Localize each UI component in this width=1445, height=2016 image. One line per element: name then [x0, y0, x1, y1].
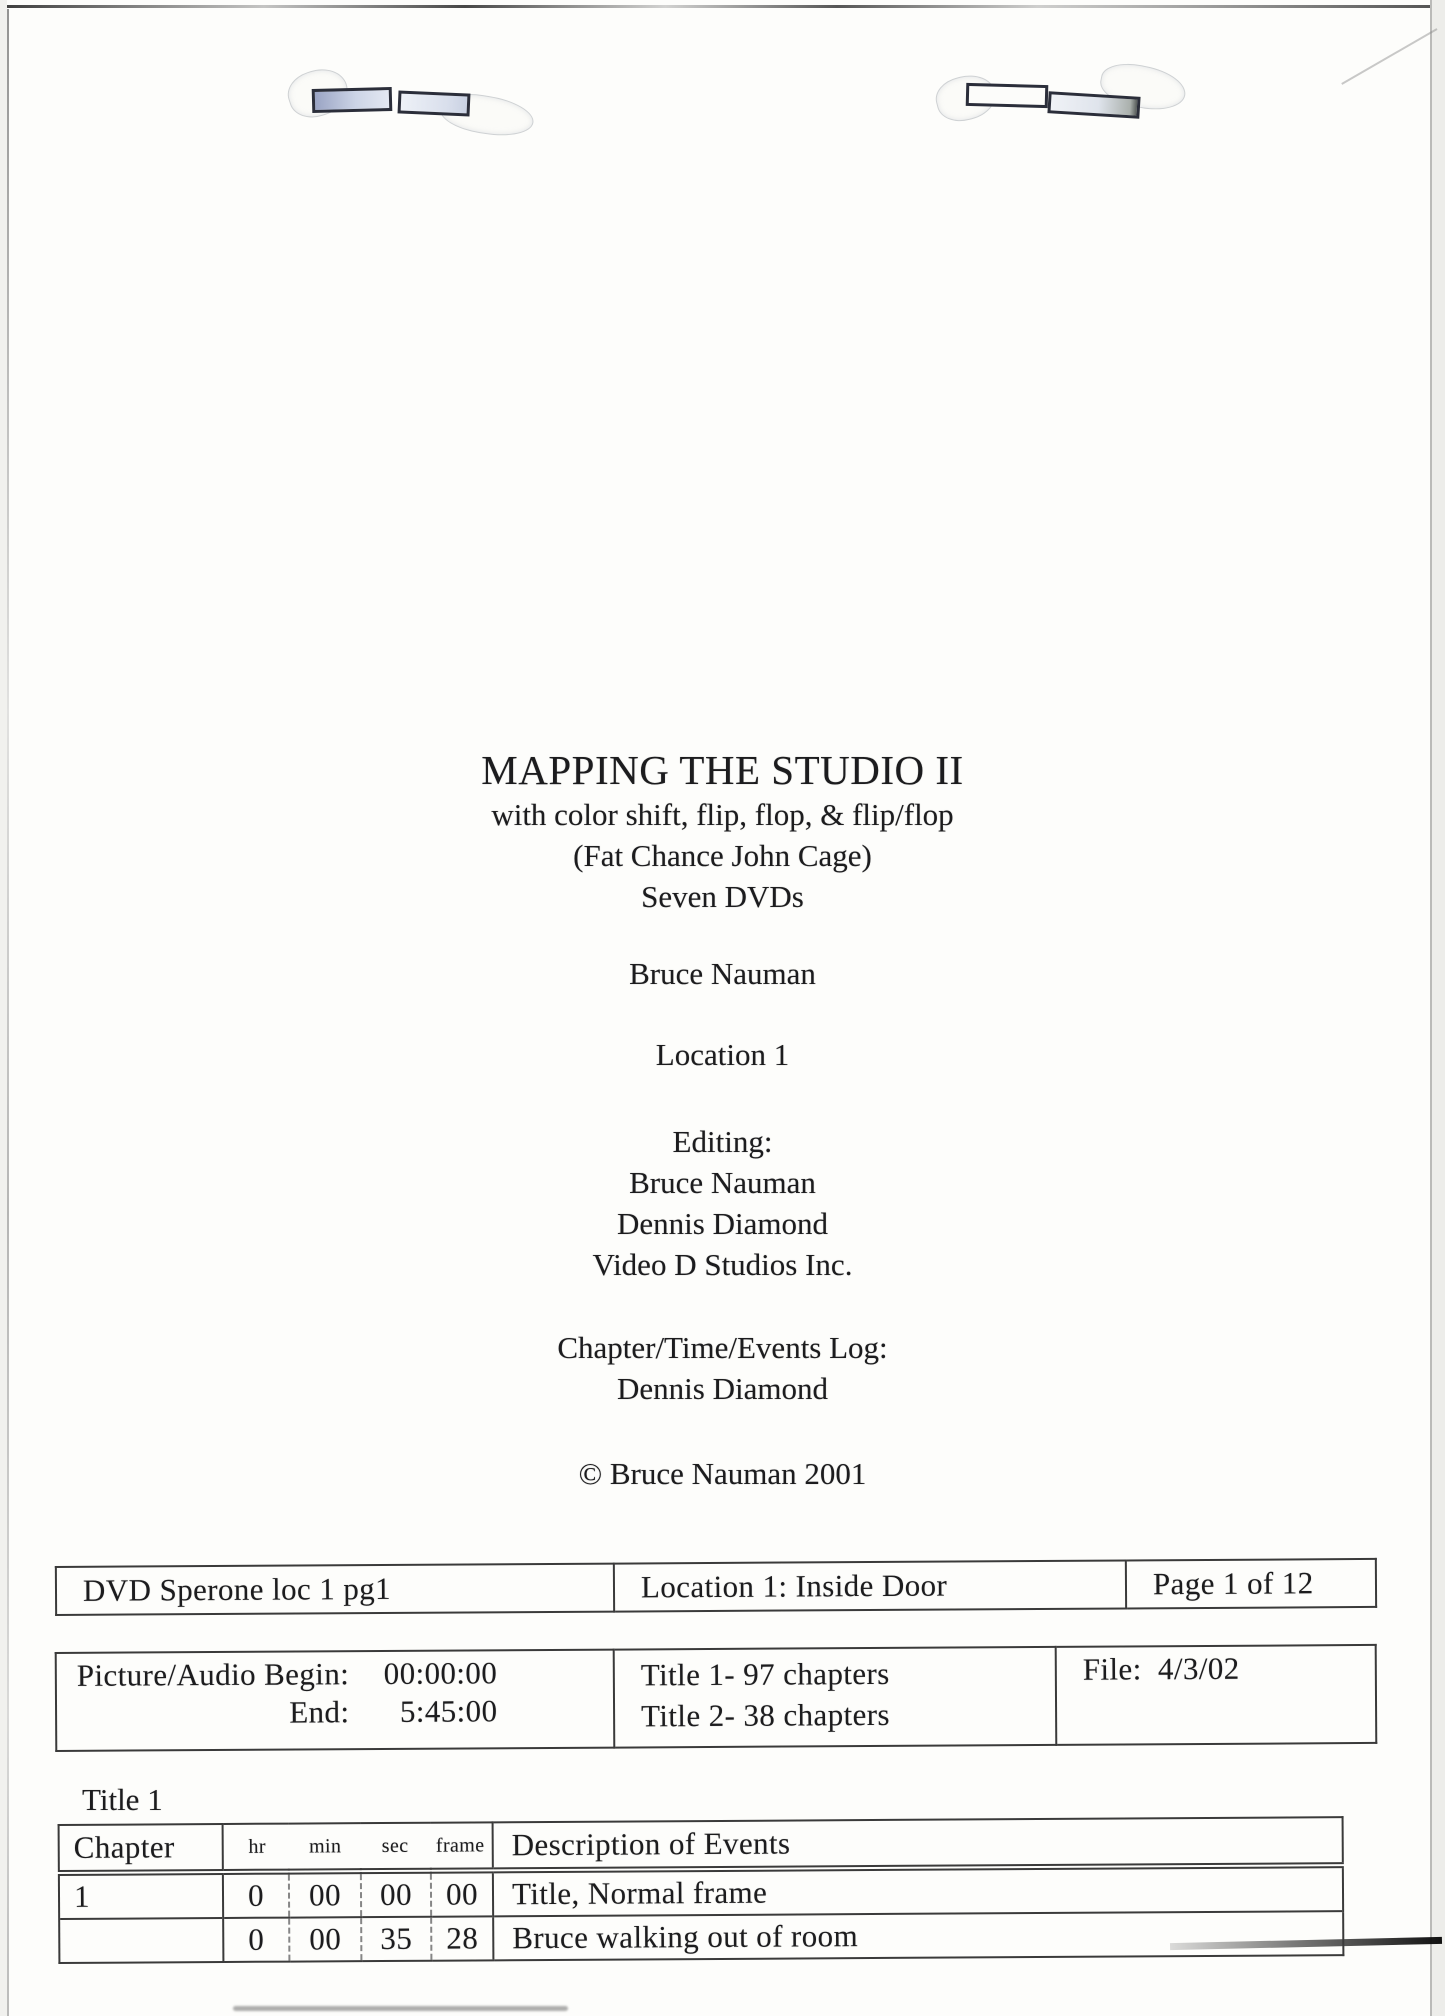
- time-unit-min: min: [308, 1834, 342, 1857]
- time-unit-hr: hr: [248, 1835, 267, 1858]
- log-credit: Dennis Diamond: [617, 1371, 828, 1406]
- page-title: MAPPING THE STUDIO II: [481, 747, 964, 793]
- begin-label: Picture/Audio Begin:: [76, 1656, 350, 1693]
- title1-chapter-count: Title 1- 97 chapters: [640, 1655, 890, 1693]
- page-corner-crease: [1341, 28, 1437, 85]
- time-unit-frame: frame: [435, 1833, 485, 1857]
- title2-chapter-count: Title 2- 38 chapters: [640, 1696, 890, 1734]
- cell-min: 00: [289, 1917, 361, 1961]
- log-heading: Chapter/Time/Events Log:: [557, 1330, 888, 1365]
- cell-hr: 0: [247, 1877, 265, 1913]
- meta-table: [55, 1644, 1378, 1752]
- editing-credit-3: Video D Studios Inc.: [592, 1247, 853, 1282]
- subtitle-line-3: Seven DVDs: [641, 879, 804, 914]
- subtitle-line-2: (Fat Chance John Cage): [573, 838, 872, 873]
- table-row: [56, 1645, 1377, 1751]
- cell-picture-audio: [56, 1650, 615, 1751]
- editing-credit-1: Bruce Nauman: [629, 1165, 816, 1200]
- author-name: Bruce Nauman: [629, 956, 816, 991]
- subtitle-line-1: with color shift, flip, flop, & flip/flop: [491, 797, 954, 832]
- cell-hr: 0: [223, 1918, 289, 1962]
- cell-frame: 28: [431, 1916, 493, 1960]
- staple-leg-icon: [398, 90, 471, 116]
- table-row: [56, 1559, 1376, 1615]
- cell-location-label: Location 1: Inside Door: [614, 1560, 1126, 1611]
- end-label: End:: [289, 1694, 350, 1730]
- cell-sec: 35: [361, 1917, 431, 1961]
- info-bar-table: [55, 1558, 1377, 1616]
- cell-page-number: Page 1 of 12: [1126, 1559, 1376, 1609]
- page-top-edge: [6, 5, 1439, 8]
- cell-min: 00: [289, 1871, 361, 1917]
- end-value: 5:45:00: [399, 1693, 498, 1729]
- cell-frame: 00: [431, 1870, 493, 1916]
- chapter-log-table: [58, 1816, 1345, 1964]
- table-row: [59, 1911, 1343, 1963]
- cell-description: Bruce walking out of room: [493, 1911, 1343, 1960]
- table-header-row: [59, 1817, 1343, 1873]
- time-unit-sec: sec: [381, 1834, 409, 1857]
- cell-chapter-number: [59, 1918, 223, 1963]
- column-header-chapter: Chapter: [59, 1824, 223, 1873]
- location-label: Location 1: [655, 1037, 790, 1072]
- title-block: [0, 746, 1445, 1494]
- section-label-title1: Title 1: [82, 1782, 163, 1817]
- cell-sec: 00: [361, 1871, 431, 1917]
- staple-leg-icon: [1047, 91, 1140, 119]
- table-row: [59, 1865, 1343, 1919]
- file-label: File:: [1082, 1651, 1142, 1687]
- scan-smudge-artifact: [233, 2006, 568, 2011]
- editing-heading: Editing:: [672, 1124, 773, 1159]
- cell-dvd-label: DVD Sperone loc 1 pg1: [56, 1564, 614, 1615]
- cell-description: Title, Normal frame: [493, 1865, 1343, 1916]
- editing-credit-2: Dennis Diamond: [617, 1206, 828, 1241]
- column-header-description: Description of Events: [493, 1817, 1343, 1870]
- cell-file-date: [1056, 1645, 1377, 1745]
- staple-leg-icon: [966, 83, 1049, 108]
- begin-value: 00:00:00: [383, 1655, 498, 1691]
- cell-chapter-number: 1: [59, 1872, 223, 1919]
- column-header-time: [223, 1822, 493, 1872]
- copyright-line: © Bruce Nauman 2001: [578, 1456, 867, 1491]
- cell-title-chapters: [614, 1647, 1057, 1748]
- staple-leg-icon: [312, 87, 393, 113]
- file-value: 4/3/02: [1157, 1650, 1240, 1687]
